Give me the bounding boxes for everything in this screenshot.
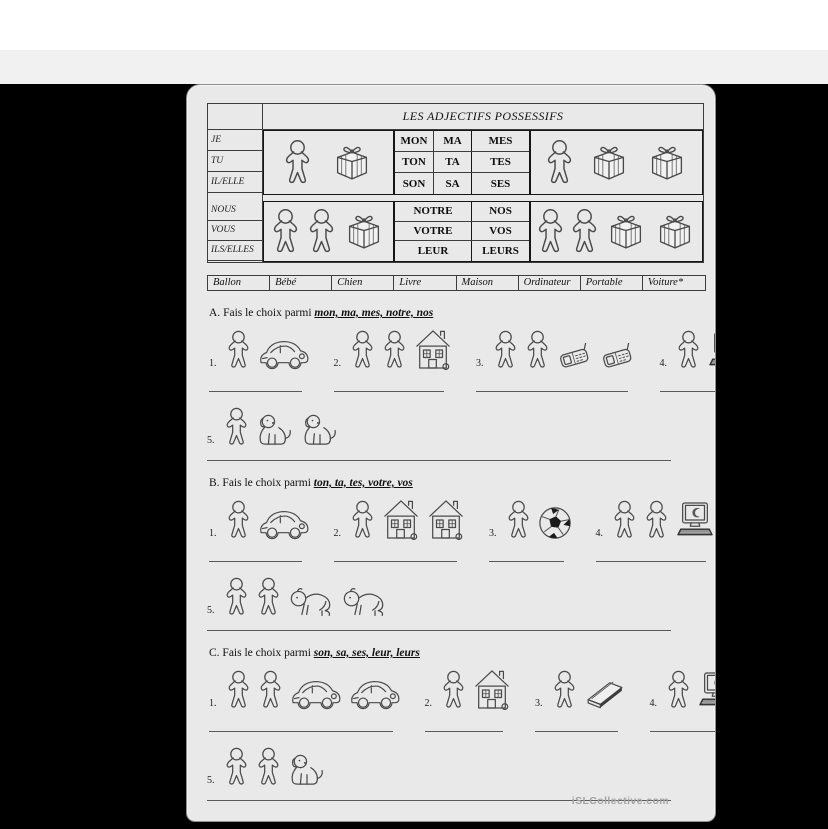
gift-icon bbox=[645, 143, 689, 182]
item-number: 5. bbox=[207, 605, 215, 616]
computer-icon bbox=[676, 502, 714, 540]
person-icon bbox=[307, 208, 336, 255]
item-number: 1. bbox=[209, 698, 217, 709]
exercise-section bbox=[207, 647, 703, 801]
possessive-adjective: MON bbox=[400, 135, 428, 147]
baby-icon bbox=[288, 586, 334, 617]
vocabulary-word: Bébé bbox=[270, 276, 332, 290]
subject-pronoun-label: IL/ELLE bbox=[208, 172, 262, 193]
person-icon bbox=[224, 407, 249, 447]
vocabulary-word: Ballon bbox=[208, 276, 270, 290]
possessive-row bbox=[395, 222, 529, 242]
answer-line bbox=[650, 731, 717, 732]
gift-icon bbox=[587, 143, 631, 182]
exercise-section bbox=[207, 307, 703, 461]
possessive-adjectives-grid bbox=[394, 201, 530, 262]
answer-line bbox=[596, 561, 707, 562]
possessives-table bbox=[207, 103, 704, 263]
person-icon bbox=[441, 670, 466, 710]
person-icon bbox=[644, 500, 669, 540]
possessive-adjective: SON bbox=[402, 177, 426, 190]
exercise-item bbox=[660, 328, 717, 392]
person-icon bbox=[666, 670, 691, 710]
house-icon bbox=[427, 498, 465, 540]
dog-icon bbox=[256, 413, 294, 447]
items-row bbox=[209, 498, 703, 562]
subject-pronoun-labels bbox=[208, 130, 263, 195]
item-number: 1. bbox=[209, 358, 217, 369]
answer-line bbox=[209, 391, 302, 392]
section-choices: son, sa, ses, leur, leurs bbox=[313, 647, 420, 659]
person-icon bbox=[283, 139, 312, 186]
exercise-item bbox=[207, 745, 679, 801]
person-icon bbox=[525, 330, 550, 370]
answer-line bbox=[209, 731, 393, 732]
possessive-adjective: LEUR bbox=[417, 245, 449, 258]
watermark: iSLCollective.com bbox=[571, 795, 669, 807]
person-icon bbox=[506, 500, 531, 540]
section-choices: ton, ta, tes, votre, vos bbox=[313, 477, 413, 489]
section-choices: mon, ma, mes, notre, nos bbox=[314, 307, 434, 319]
answer-line bbox=[476, 391, 628, 392]
exercise-item bbox=[334, 498, 466, 562]
item-number: 5. bbox=[207, 775, 215, 786]
table-header-row bbox=[208, 104, 703, 130]
exercise-section bbox=[207, 477, 703, 631]
exercise-item bbox=[425, 668, 512, 732]
computer-icon bbox=[708, 332, 716, 370]
person-icon bbox=[350, 500, 375, 540]
phone-icon bbox=[600, 343, 636, 370]
person-icon bbox=[676, 330, 701, 370]
vocabulary-word: Voiture* bbox=[647, 277, 684, 288]
person-icon bbox=[612, 500, 637, 540]
subject-pronoun-label: JE bbox=[208, 130, 262, 151]
singular-possessors-block bbox=[208, 130, 703, 195]
book-icon bbox=[584, 680, 626, 710]
person-icon bbox=[226, 330, 251, 370]
exercise-item bbox=[334, 328, 453, 392]
item-figure bbox=[425, 668, 512, 710]
item-figure bbox=[334, 498, 466, 540]
exercise-item bbox=[596, 498, 715, 562]
exercise-item bbox=[489, 498, 572, 562]
item-figure bbox=[535, 668, 626, 710]
car-icon bbox=[290, 677, 342, 710]
item-number: 4. bbox=[649, 698, 657, 709]
possessive-row bbox=[395, 202, 529, 222]
person-icon bbox=[570, 208, 599, 255]
items-row bbox=[209, 328, 703, 392]
item-figure bbox=[596, 498, 715, 540]
person-icon bbox=[271, 208, 300, 255]
house-icon bbox=[382, 498, 420, 540]
possessor-illustration-cell bbox=[263, 201, 394, 262]
answer-line bbox=[489, 561, 564, 562]
answer-line bbox=[334, 391, 445, 392]
person-icon bbox=[350, 330, 375, 370]
possessive-adjective: VOS bbox=[471, 222, 529, 241]
vocabulary-word: Maison bbox=[457, 276, 519, 290]
ball-icon bbox=[538, 506, 572, 540]
possessive-row bbox=[395, 241, 529, 261]
subject-pronoun-label: ILS/ELLES bbox=[208, 241, 262, 261]
person-icon bbox=[256, 747, 281, 787]
items-row bbox=[209, 668, 703, 732]
dog-icon bbox=[301, 413, 339, 447]
item-number: 1. bbox=[209, 528, 217, 539]
table-title: LES ADJECTIFS POSSESSIFS bbox=[402, 109, 564, 123]
possessive-adjective: VOTRE bbox=[413, 224, 453, 237]
phone-icon bbox=[557, 343, 593, 370]
item-figure bbox=[209, 328, 310, 370]
person-icon bbox=[545, 139, 574, 186]
person-icon bbox=[224, 577, 249, 617]
answer-line bbox=[209, 561, 302, 562]
exercise-item bbox=[207, 405, 679, 461]
vocabulary-word: Portable bbox=[581, 276, 643, 290]
exercise-item bbox=[209, 328, 310, 392]
person-icon bbox=[258, 670, 283, 710]
house-icon bbox=[473, 668, 511, 710]
exercise-item bbox=[650, 668, 717, 732]
section-heading bbox=[209, 647, 703, 659]
possessive-adjective: TON bbox=[402, 156, 426, 168]
section-prompt: Fais le choix parmi bbox=[223, 307, 312, 319]
gift-icon bbox=[604, 212, 648, 251]
item-figure bbox=[489, 498, 572, 540]
possessive-row bbox=[395, 152, 529, 173]
person-icon bbox=[552, 670, 577, 710]
answer-line bbox=[660, 391, 717, 392]
exercise-item bbox=[209, 498, 310, 562]
possessive-adjective: MA bbox=[433, 131, 471, 151]
person-icon bbox=[382, 330, 407, 370]
section-letter: C. bbox=[209, 647, 220, 659]
possessive-adjective: LEURS bbox=[471, 241, 529, 261]
item-number: 5. bbox=[207, 435, 215, 446]
item-figure bbox=[334, 328, 453, 370]
item-number: 2. bbox=[333, 528, 341, 539]
answer-line bbox=[207, 630, 671, 631]
possessive-adjective: NOTRE bbox=[413, 205, 453, 218]
possessive-row bbox=[395, 131, 529, 152]
answer-line bbox=[334, 561, 458, 562]
gift-icon bbox=[653, 212, 697, 251]
top-gray-band bbox=[0, 50, 828, 84]
answer-line bbox=[207, 460, 671, 461]
gift-icon bbox=[342, 212, 386, 251]
computer-icon bbox=[698, 672, 716, 710]
plural-possessors-block bbox=[208, 201, 703, 262]
vocabulary-word: Ordinateur bbox=[519, 276, 581, 290]
possessive-adjective: SA bbox=[433, 173, 471, 194]
possessions-illustration-cell bbox=[530, 130, 703, 195]
exercise-sections bbox=[207, 307, 703, 801]
item-number: 4. bbox=[595, 528, 603, 539]
subject-pronoun-labels bbox=[208, 201, 263, 262]
subject-pronoun-label: TU bbox=[208, 151, 262, 172]
section-prompt: Fais le choix parmi bbox=[222, 647, 311, 659]
person-icon bbox=[226, 500, 251, 540]
dog-icon bbox=[288, 753, 326, 787]
answer-line bbox=[425, 731, 504, 732]
table-header-empty-cell bbox=[208, 104, 263, 129]
top-white-band bbox=[0, 0, 828, 50]
item-number: 4. bbox=[659, 358, 667, 369]
section-letter: A. bbox=[209, 307, 221, 319]
worksheet-page bbox=[186, 84, 716, 822]
section-letter: B. bbox=[209, 477, 220, 489]
possessions-illustration-cell bbox=[530, 201, 703, 262]
possessive-adjective: TA bbox=[433, 152, 471, 172]
item-number: 2. bbox=[424, 698, 432, 709]
exercise-item bbox=[535, 668, 626, 732]
item-figure bbox=[207, 575, 679, 617]
item-figure bbox=[209, 498, 310, 540]
answer-line bbox=[535, 731, 618, 732]
exercise-item bbox=[209, 668, 401, 732]
exercise-item bbox=[207, 575, 679, 631]
car-icon bbox=[258, 507, 310, 540]
item-figure bbox=[207, 745, 679, 787]
possessive-adjective: MES bbox=[471, 131, 529, 151]
subject-pronoun-label: VOUS bbox=[208, 221, 262, 241]
possessive-adjective: SES bbox=[471, 173, 529, 194]
car-icon bbox=[349, 677, 401, 710]
person-icon bbox=[224, 747, 249, 787]
vocabulary-word: Livre bbox=[394, 276, 456, 290]
item-number: 3. bbox=[489, 528, 497, 539]
item-figure bbox=[650, 668, 717, 710]
item-number: 3. bbox=[535, 698, 543, 709]
item-figure bbox=[207, 405, 679, 447]
section-heading bbox=[209, 477, 703, 489]
person-icon bbox=[226, 670, 251, 710]
person-icon bbox=[493, 330, 518, 370]
gift-icon bbox=[330, 143, 374, 182]
section-prompt: Fais le choix parmi bbox=[222, 477, 311, 489]
item-figure bbox=[209, 668, 401, 710]
possessive-adjective: NOS bbox=[471, 202, 529, 221]
possessor-illustration-cell bbox=[263, 130, 394, 195]
subject-pronoun-label: NOUS bbox=[208, 201, 262, 221]
possessive-adjectives-grid bbox=[394, 130, 530, 195]
car-icon bbox=[258, 337, 310, 370]
person-icon bbox=[536, 208, 565, 255]
section-heading bbox=[209, 307, 703, 319]
item-number: 2. bbox=[333, 358, 341, 369]
possessive-row bbox=[395, 173, 529, 194]
possessive-adjective: TES bbox=[471, 152, 529, 172]
exercise-item bbox=[476, 328, 636, 392]
item-number: 3. bbox=[476, 358, 484, 369]
vocabulary-word: Chien bbox=[332, 276, 394, 290]
item-figure bbox=[476, 328, 636, 370]
person-icon bbox=[256, 577, 281, 617]
vocabulary-strip bbox=[207, 275, 706, 291]
house-icon bbox=[414, 328, 452, 370]
baby-icon bbox=[341, 586, 387, 617]
item-figure bbox=[660, 328, 717, 370]
